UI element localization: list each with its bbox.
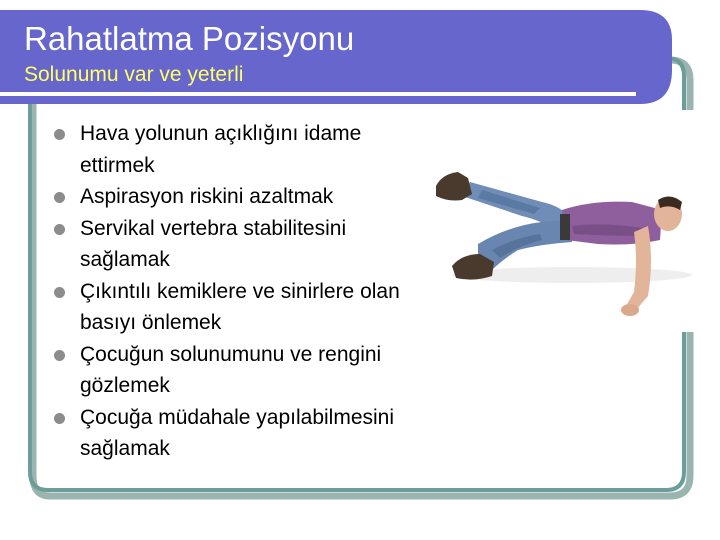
- bullet-marker-icon: [54, 129, 65, 140]
- bullet-marker-icon: [54, 287, 65, 298]
- slide-subtitle: Solunumu var ve yeterli: [24, 63, 244, 86]
- bullet-list: [54, 118, 414, 465]
- raised-shoe: [436, 172, 472, 201]
- list-item: [54, 276, 414, 339]
- bullet-text: Çıkıntılı kemiklere ve sinirlere olan basıyı önlemek: [80, 279, 400, 334]
- bullet-text: Hava yolunun açıklığını idame ettirmek: [80, 122, 362, 177]
- belt: [560, 214, 570, 240]
- bullet-marker-icon: [54, 224, 65, 235]
- list-item: [54, 213, 414, 276]
- bullet-text: Çocuğun solunumunu ve rengini gözlemek: [80, 342, 382, 397]
- list-item: [54, 402, 414, 465]
- bullet-marker-icon: [54, 413, 65, 424]
- bullet-marker-icon: [54, 350, 65, 361]
- bullet-text: Aspirasyon riskini azaltmak: [80, 185, 334, 208]
- list-item: [54, 339, 414, 402]
- list-item: [54, 181, 414, 213]
- header-underline: [0, 92, 636, 96]
- recovery-position-photo: [422, 110, 698, 332]
- bullet-text: Çocuğa müdahale yapılabilmesini sağlamak: [80, 405, 395, 460]
- list-item: [54, 118, 414, 181]
- slide-title: Rahatlatma Pozisyonu: [24, 20, 355, 57]
- bullet-marker-icon: [54, 192, 65, 203]
- hand: [621, 304, 639, 316]
- bullet-text: Servikal vertebra stabilitesini sağlamak: [80, 216, 347, 271]
